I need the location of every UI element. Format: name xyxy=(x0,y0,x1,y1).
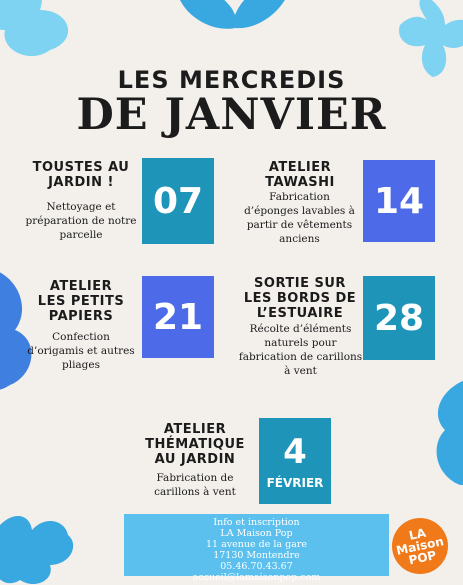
info-box xyxy=(124,514,389,583)
event-description-line: Fabrication xyxy=(269,191,330,203)
event-description-line: fabrication de carillons xyxy=(238,351,363,363)
date-box xyxy=(142,276,214,358)
event-title xyxy=(26,279,136,324)
flower-decoration-bottom-left xyxy=(0,505,80,585)
date-number: 14 xyxy=(373,180,425,222)
event-title xyxy=(140,422,250,467)
event-title-line: L’ESTUAIRE xyxy=(256,306,344,321)
date-number: 21 xyxy=(152,296,204,338)
event-title-line: LES BORDS DE xyxy=(243,291,357,306)
info-line: Info et inscription xyxy=(213,517,300,528)
event-title-line: THÉMATIQUE xyxy=(145,437,245,452)
flower-decoration-right xyxy=(430,380,463,490)
event-title xyxy=(240,276,360,321)
date-box xyxy=(259,418,331,504)
date-number: 4 xyxy=(283,432,307,472)
flower-decoration-top-left xyxy=(0,0,90,60)
event-description xyxy=(16,330,146,372)
event-description-line: Récolte d’éléments xyxy=(249,323,352,335)
flower-decoration-top-center xyxy=(170,0,300,40)
date-number: 07 xyxy=(152,180,204,222)
event-description-line: à vent xyxy=(284,365,317,377)
event-description-line: préparation de notre xyxy=(25,215,137,227)
event-description xyxy=(228,322,373,378)
event-title xyxy=(240,160,360,190)
event-description-line: d’origamis et autres xyxy=(27,345,135,357)
event-title-line: PAPIERS xyxy=(48,309,114,324)
event-description-line: anciens xyxy=(279,233,320,245)
date-box xyxy=(363,276,435,360)
event-title-line: ATELIER xyxy=(49,279,113,294)
event-description xyxy=(16,200,146,242)
event-description-line: d’éponges lavables à xyxy=(244,205,355,217)
date-box xyxy=(363,160,435,242)
event-title xyxy=(26,160,136,190)
event-description xyxy=(232,190,367,246)
maison-pop-logo xyxy=(387,513,453,579)
info-line: 05.46.70.43.67 xyxy=(220,561,293,572)
event-description-line: naturels pour xyxy=(264,337,337,349)
event-title-line: TAWASHI xyxy=(265,175,335,190)
info-line: LA Maison Pop xyxy=(220,528,293,539)
info-email[interactable]: accueil@lamaisonpop.com xyxy=(192,572,321,583)
event-description-line: carillons à vent xyxy=(154,486,236,498)
event-title-line: SORTIE SUR xyxy=(254,276,346,291)
logo-text: LA Maison POP xyxy=(395,525,445,568)
event-description xyxy=(140,471,250,499)
info-line: 17130 Montendre xyxy=(213,550,300,561)
event-title-line: ATELIER xyxy=(268,160,332,175)
event-title-line: JARDIN ! xyxy=(48,175,114,190)
title-line-1: LES MERCREDIS xyxy=(117,66,346,94)
event-description-line: pliages xyxy=(61,359,101,371)
event-title-line: TOUSTES AU xyxy=(32,160,130,175)
date-month: FÉVRIER xyxy=(266,476,324,490)
info-line: 11 avenue de la gare xyxy=(206,539,307,550)
event-title-line: LES PETITS xyxy=(37,294,125,309)
event-description-line: Nettoyage et xyxy=(46,201,116,213)
event-description-line: Fabrication de xyxy=(156,472,234,484)
event-description-line: partir de vêtements xyxy=(246,219,353,231)
event-title-line: ATELIER xyxy=(163,422,227,437)
title-line-2: DE JANVIER xyxy=(76,90,387,140)
event-description-line: Confection xyxy=(52,331,110,343)
event-title-line: AU JARDIN xyxy=(154,452,236,467)
date-number: 28 xyxy=(373,297,425,339)
event-description-line: parcelle xyxy=(59,229,103,241)
date-box xyxy=(142,158,214,244)
